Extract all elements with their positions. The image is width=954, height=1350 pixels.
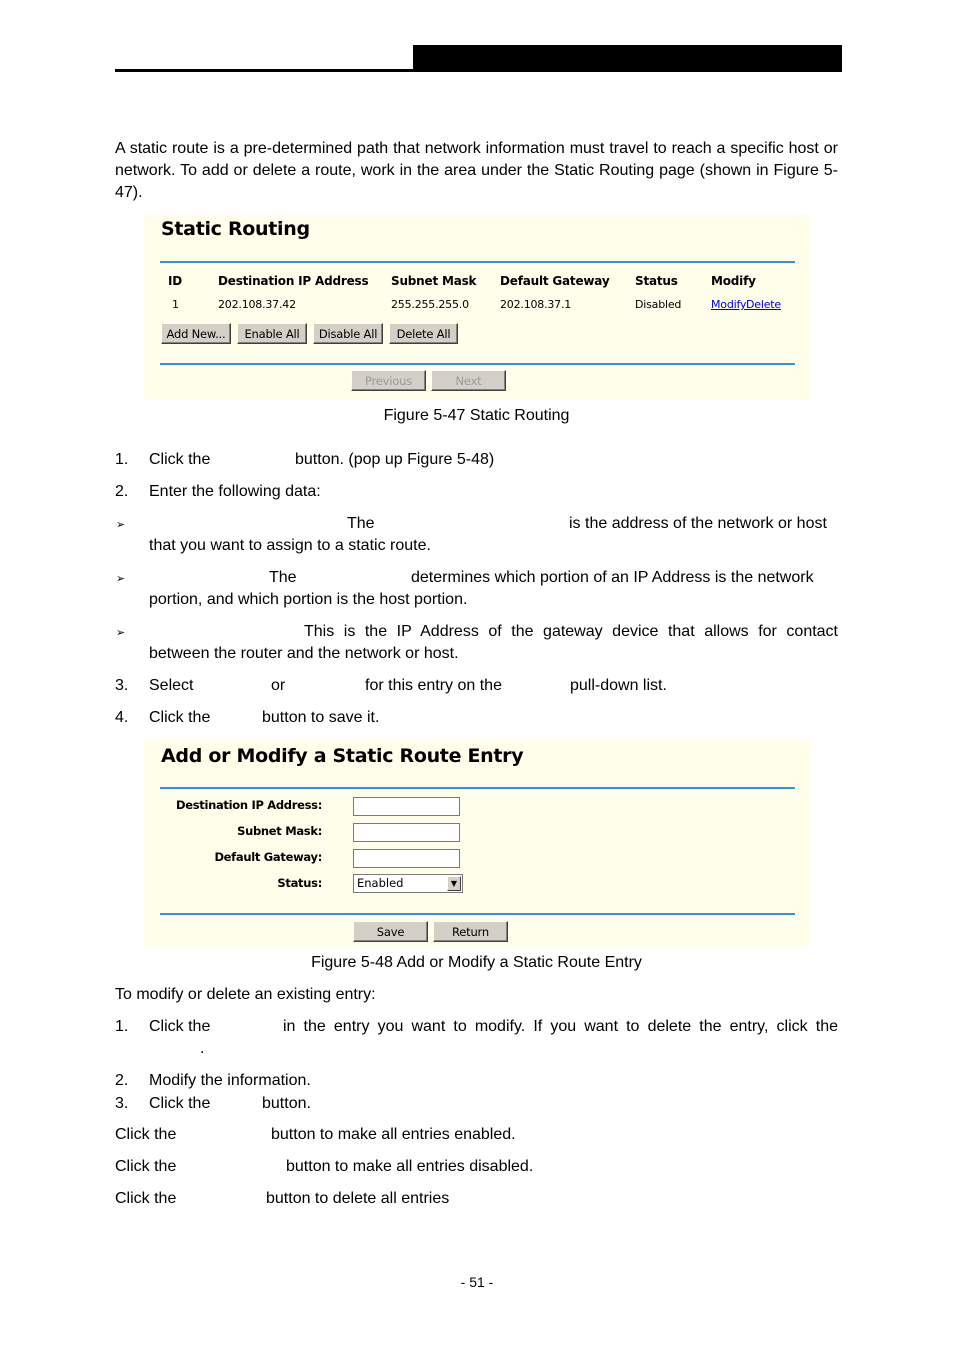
step-4-text-a: Click the (149, 709, 211, 726)
status-label: Status: (277, 876, 322, 890)
modify-step-3-number: 3. (115, 1095, 129, 1112)
bullet-2-text-a: The (269, 569, 297, 586)
delete-all-note-a: Click the (115, 1190, 177, 1207)
modify-link[interactable]: Modify (711, 298, 747, 311)
step-1-text-a: Click the (149, 451, 211, 468)
enable-all-note-b: button to make all entries enabled. (271, 1126, 516, 1143)
col-header-subnet-mask: Subnet Mask (391, 274, 477, 288)
col-header-gateway: Default Gateway (500, 274, 610, 288)
panel-top-rule (160, 261, 795, 263)
previous-button[interactable]: Previous (351, 370, 426, 391)
step-4-text-b: button to save it. (262, 709, 380, 726)
step-2-number: 2. (115, 483, 129, 500)
form-bottom-rule (160, 913, 795, 915)
row-status: Disabled (635, 298, 682, 311)
col-header-status: Status (635, 274, 678, 288)
step-2-text: Enter the following data: (149, 483, 321, 500)
static-routing-title: Static Routing (161, 218, 310, 240)
bullet-2-icon: ➢ (116, 573, 126, 585)
header-block (413, 45, 842, 72)
enable-all-button[interactable]: Enable All (237, 323, 307, 344)
disable-all-note-b: button to make all entries disabled. (286, 1158, 534, 1175)
delete-link[interactable]: Delete (746, 298, 781, 311)
col-header-destination: Destination IP Address (218, 274, 369, 288)
bullet-1-text-c: that you want to assign to a static route. (149, 537, 431, 554)
destination-ip-input[interactable] (353, 797, 460, 816)
bullet-1-icon: ➢ (116, 519, 126, 531)
add-new-button[interactable]: Add New... (161, 323, 231, 344)
dropdown-arrow-icon[interactable]: ▼ (447, 876, 461, 891)
header-rule (115, 69, 413, 72)
bullet-1-text-b: is the address of the network or host (569, 515, 827, 532)
modify-step-1-text-a: Click the (149, 1018, 211, 1035)
add-modify-title: Add or Modify a Static Route Entry (161, 745, 524, 767)
step-1-number: 1. (115, 451, 129, 468)
row-gateway: 202.108.37.1 (500, 298, 572, 311)
step-3-number: 3. (115, 677, 129, 694)
step-4-number: 4. (115, 709, 129, 726)
default-gateway-input[interactable] (353, 849, 460, 868)
panel-bottom-rule (160, 363, 795, 365)
disable-all-note-a: Click the (115, 1158, 177, 1175)
step-3-text-b: or (271, 677, 286, 694)
modify-intro: To modify or delete an existing entry: (115, 986, 376, 1003)
save-button[interactable]: Save (353, 921, 428, 942)
modify-step-1-text-b: in the entry you want to modify. If you want to delete the entry, click the (283, 1018, 838, 1035)
subnet-mask-input[interactable] (353, 823, 460, 842)
step-1-text-b: button. (pop up Figure 5-48) (295, 451, 495, 468)
intro-paragraph: A static route is a pre-determined path that network information must travel to reach a specific host or network. To add or delete a route, work in the area under the Static Routing page (shown in Figure 5-47). (115, 140, 838, 201)
step-3-text-c: for this entry on the (365, 677, 502, 694)
figure-48-caption: Figure 5-48 Add or Modify a Static Route Entry (311, 954, 642, 971)
status-select-value: Enabled (357, 876, 404, 890)
modify-step-2-text: Modify the information. (149, 1072, 311, 1089)
page-number: - 51 - (460, 1274, 494, 1290)
row-subnet-mask: 255.255.255.0 (391, 298, 469, 311)
row-id: 1 (172, 298, 179, 311)
delete-all-button[interactable]: Delete All (389, 323, 458, 344)
step-3-text-d: pull-down list. (570, 677, 667, 694)
bullet-2-text-c: portion, and which portion is the host portion. (149, 591, 468, 608)
bullet-2-text-b: determines which portion of an IP Address is the network (411, 569, 814, 586)
modify-step-1-number: 1. (115, 1018, 129, 1035)
default-gateway-label: Default Gateway: (214, 850, 322, 864)
step-3-text-a: Select (149, 677, 194, 694)
delete-all-note-b: button to delete all entries (266, 1190, 450, 1207)
modify-step-3-text-b: button. (262, 1095, 311, 1112)
modify-step-2-number: 2. (115, 1072, 129, 1089)
add-modify-panel (144, 739, 810, 947)
bullet-1-text-a: The (347, 515, 375, 532)
modify-step-3-text-a: Click the (149, 1095, 211, 1112)
bullet-3-icon: ➢ (116, 627, 126, 639)
form-top-rule (160, 787, 795, 789)
bullet-3-text-a: This is the IP Address of the gateway device that allows for contact (304, 623, 838, 640)
row-destination: 202.108.37.42 (218, 298, 296, 311)
destination-ip-label: Destination IP Address: (175, 798, 322, 812)
figure-47-caption: Figure 5-47 Static Routing (383, 407, 570, 424)
next-button[interactable]: Next (431, 370, 506, 391)
col-header-modify: Modify (711, 274, 756, 288)
modify-step-1-text-c: . (200, 1040, 205, 1057)
subnet-mask-label: Subnet Mask: (237, 824, 322, 838)
return-button[interactable]: Return (433, 921, 508, 942)
disable-all-button[interactable]: Disable All (313, 323, 383, 344)
bullet-3-text-c: between the router and the network or host. (149, 645, 459, 662)
status-select[interactable] (353, 874, 463, 893)
enable-all-note-a: Click the (115, 1126, 177, 1143)
col-header-id: ID (168, 274, 183, 288)
